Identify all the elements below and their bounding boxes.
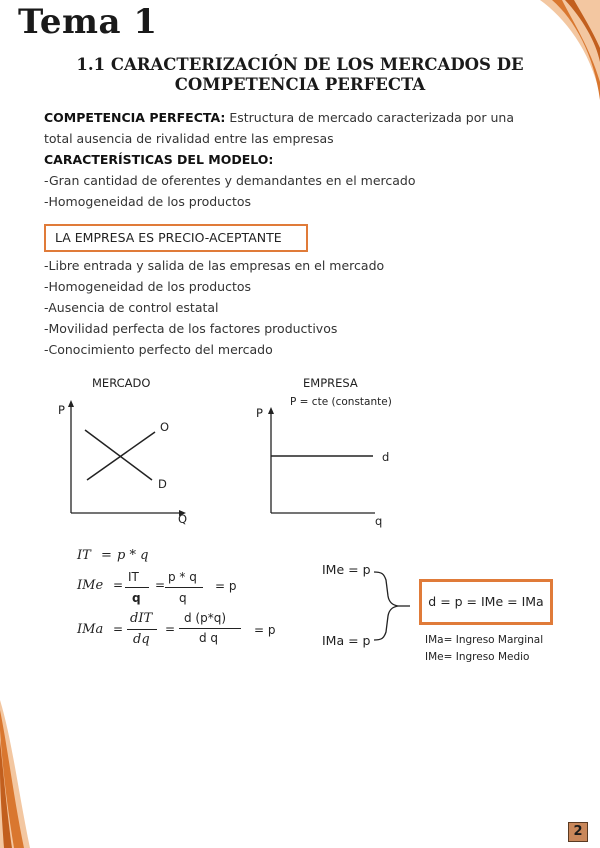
definition-line-1 — [44, 110, 564, 126]
price-taker-callout: LA EMPRESA ES PRECIO-ACEPTANTE — [44, 224, 308, 252]
definition-term: COMPETENCIA PERFECTA: — [44, 110, 226, 125]
market-graph-title: MERCADO — [92, 376, 151, 390]
ima-equals-2: = — [165, 622, 176, 636]
result-box: d = p = IMe = IMa — [419, 579, 553, 625]
firm-graph-title: EMPRESA — [303, 376, 358, 390]
ima-denominator-2: d q — [199, 631, 219, 645]
firm-y-axis-arrow — [268, 407, 274, 414]
ime-equals-1: = — [113, 578, 124, 592]
fraction-bar — [165, 587, 203, 588]
characteristics-heading: CARACTERÍSTICAS DEL MODELO: — [44, 152, 274, 167]
section-heading: 1.1 CARACTERIZACIÓN DE LOS MERCADOS DE COMPETENCIA PERFECTA — [76, 55, 524, 94]
firm-graph-note: P = cte (constante) — [290, 396, 392, 408]
market-x-label: Q — [178, 512, 188, 526]
legend-ima: IMa= Ingreso Marginal — [425, 634, 544, 646]
market-y-axis-arrow — [68, 400, 74, 407]
it-equals: = — [101, 548, 112, 563]
ima-denominator-1: dq — [133, 632, 150, 647]
ima-numerator-1: dIT — [130, 611, 153, 626]
fraction-bar — [127, 629, 157, 630]
ime-lhs: IMe — [77, 578, 104, 593]
firm-y-label: P — [256, 406, 263, 420]
fraction-bar — [125, 587, 149, 588]
ime-denominator-1: q — [132, 591, 141, 605]
ima-summary: IMa = p — [322, 633, 371, 648]
it-lhs: IT — [77, 548, 91, 563]
demand-curve — [85, 430, 152, 480]
ima-lhs: IMa — [77, 622, 104, 637]
list-item: -Gran cantidad de oferentes y demandantes en el mercado — [44, 173, 416, 188]
definition-line-2: total ausencia de rivalidad entre las empresas — [44, 131, 334, 146]
ime-numerator-1: IT — [128, 570, 139, 584]
corner-decoration-bottom-left — [0, 700, 60, 848]
market-y-label: P — [58, 403, 65, 417]
fraction-bar — [179, 628, 241, 629]
it-rhs: p * q — [117, 548, 149, 563]
firm-graph — [255, 398, 395, 530]
list-item: -Movilidad perfecta de los factores productivos — [44, 321, 338, 336]
list-item: -Conocimiento perfecto del mercado — [44, 342, 273, 357]
list-item: -Homogeneidad de los productos — [44, 279, 252, 294]
ima-result: = p — [254, 623, 276, 637]
supply-label: O — [160, 420, 170, 434]
page-number: 2 — [568, 822, 588, 842]
market-graph — [55, 395, 205, 530]
list-item: -Homogeneidad de los productos — [44, 194, 252, 209]
demand-label: D — [158, 477, 167, 491]
ime-denominator-2: q — [179, 591, 187, 605]
legend-ime: IMe= Ingreso Medio — [425, 651, 530, 663]
ima-equals-1: = — [113, 622, 124, 636]
list-item: -Libre entrada y salida de las empresas en el mercado — [44, 258, 385, 273]
ime-result: = p — [215, 579, 237, 593]
curly-brace — [372, 566, 412, 646]
ime-numerator-2: p * q — [168, 570, 197, 584]
firm-demand-label: d — [382, 450, 390, 464]
ime-equals-2: = — [155, 578, 166, 592]
firm-x-label: q — [375, 514, 383, 528]
page-title: Tema 1 — [18, 2, 158, 42]
ime-summary: IMe = p — [322, 562, 371, 577]
list-item: -Ausencia de control estatal — [44, 300, 219, 315]
definition-text: Estructura de mercado caracterizada por una — [225, 110, 514, 125]
ima-numerator-2: d (p*q) — [184, 611, 227, 625]
